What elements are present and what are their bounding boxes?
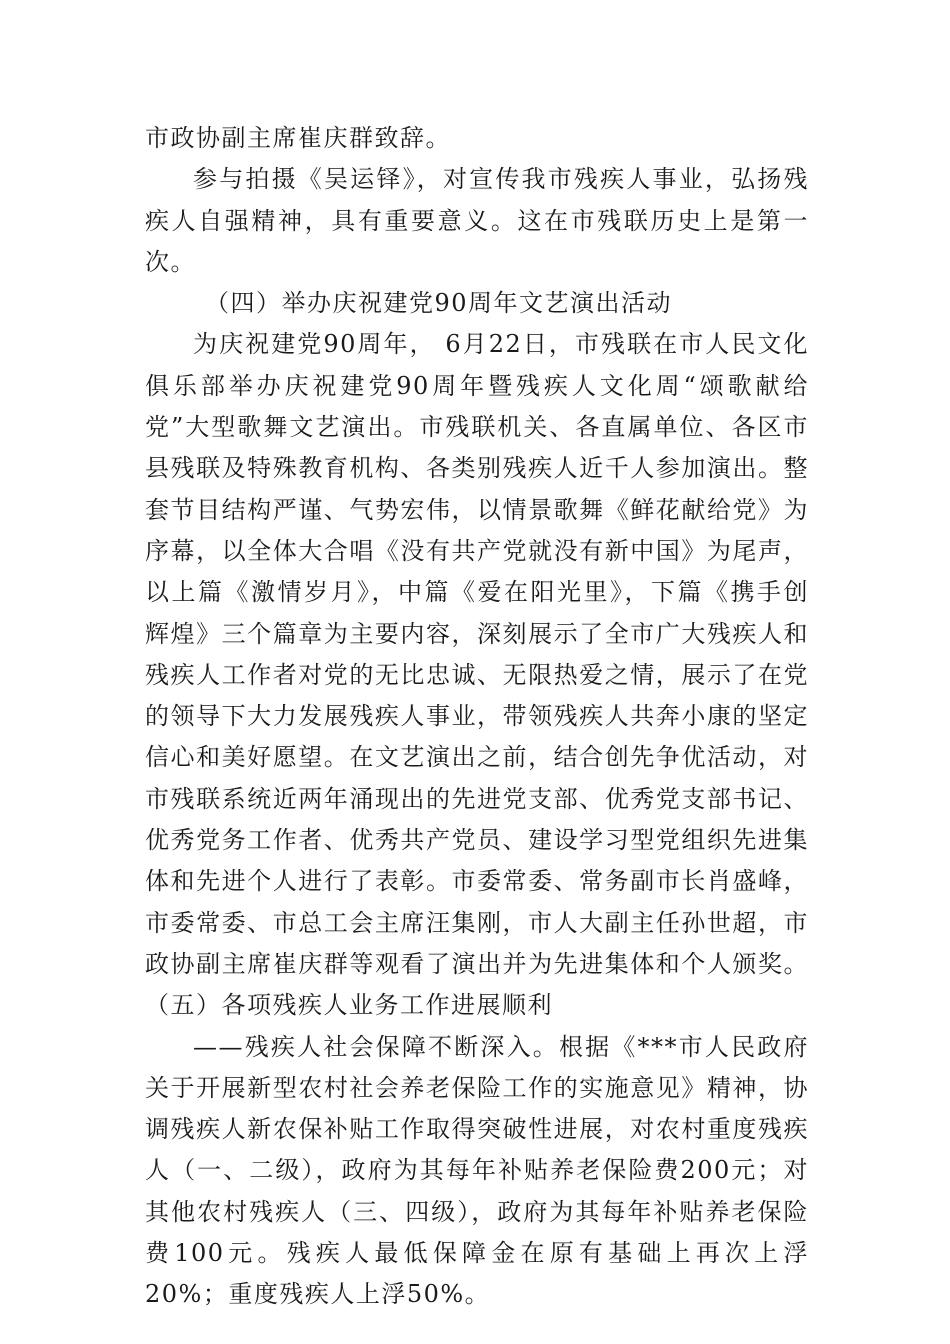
section-heading-four: （四）举办庆祝建党90周年文艺演出活动 — [205, 289, 673, 318]
paragraph-film-participation: 参与拍摄《吴运铎》，对宣传我市残疾人事业，弘扬残疾人自强精神，具有重要意义。这在市残联历史上是第一次。 — [145, 165, 809, 276]
paragraph-closing-line: 市政协副主席崔庆群致辞。 — [145, 124, 451, 152]
paragraph-celebration-performance: 为庆祝建党90周年， 6月22日，市残联在市人民文化俱乐部举办庆祝建党90周年暨残疾人文化周“颂歌献给党”大型歌舞文艺演出。市残联机关、各直属单位、各区市县残联及特殊教育机构、各类别残疾人近千人参加演出。整套节目结构严谨、气势宏伟，以情景歌舞《鲜花献给党》为序幕，以全体大合唱《没有共产党就没有新中国》为尾声，以上篇《激情岁月》，中篇《爱在阳光里》，下篇《携手创辉煌》三个篇章为主要内容，深刻展示了全市广大残疾人和残疾人工作者对党的无比忠诚、无限热爱之情，展示了在党的领导下大力发展残疾人事业，带领残疾人共奔小康的坚定信心和美好愿望。在文艺演出之前，结合创先争优活动，对市残联系统近两年涌现出的先进党支部、优秀党支部书记、优秀党务工作者、优秀共产党员、建设学习型党组织先进集体和先进个人进行了表彰。市委常委、常务副市长肖盛峰，市委常委、市总工会主席汪集刚，市人大副主任孙世超，市政协副主席崔庆群等观看了演出并为先进集体和个人颁奖。 （五）各项残疾人业务工作进展顺利 — [145, 330, 809, 1020]
document-body — [145, 118, 809, 1316]
paragraph-social-security: ——残疾人社会保障不断深入。根据《***市人民政府关于开展新型农村社会养老保险工作的实施意见》精神，协调残疾人新农保补贴工作取得突破性进展，对农村重度残疾人（一、二级），政府为其每年补贴养老保险费200元；对其他农村残疾人（三、四级），政府为其每年补贴养老保险费100元。残疾人最低保障金在原有基础上再次上浮20%；重度残疾人上浮50%。 — [145, 1032, 809, 1309]
